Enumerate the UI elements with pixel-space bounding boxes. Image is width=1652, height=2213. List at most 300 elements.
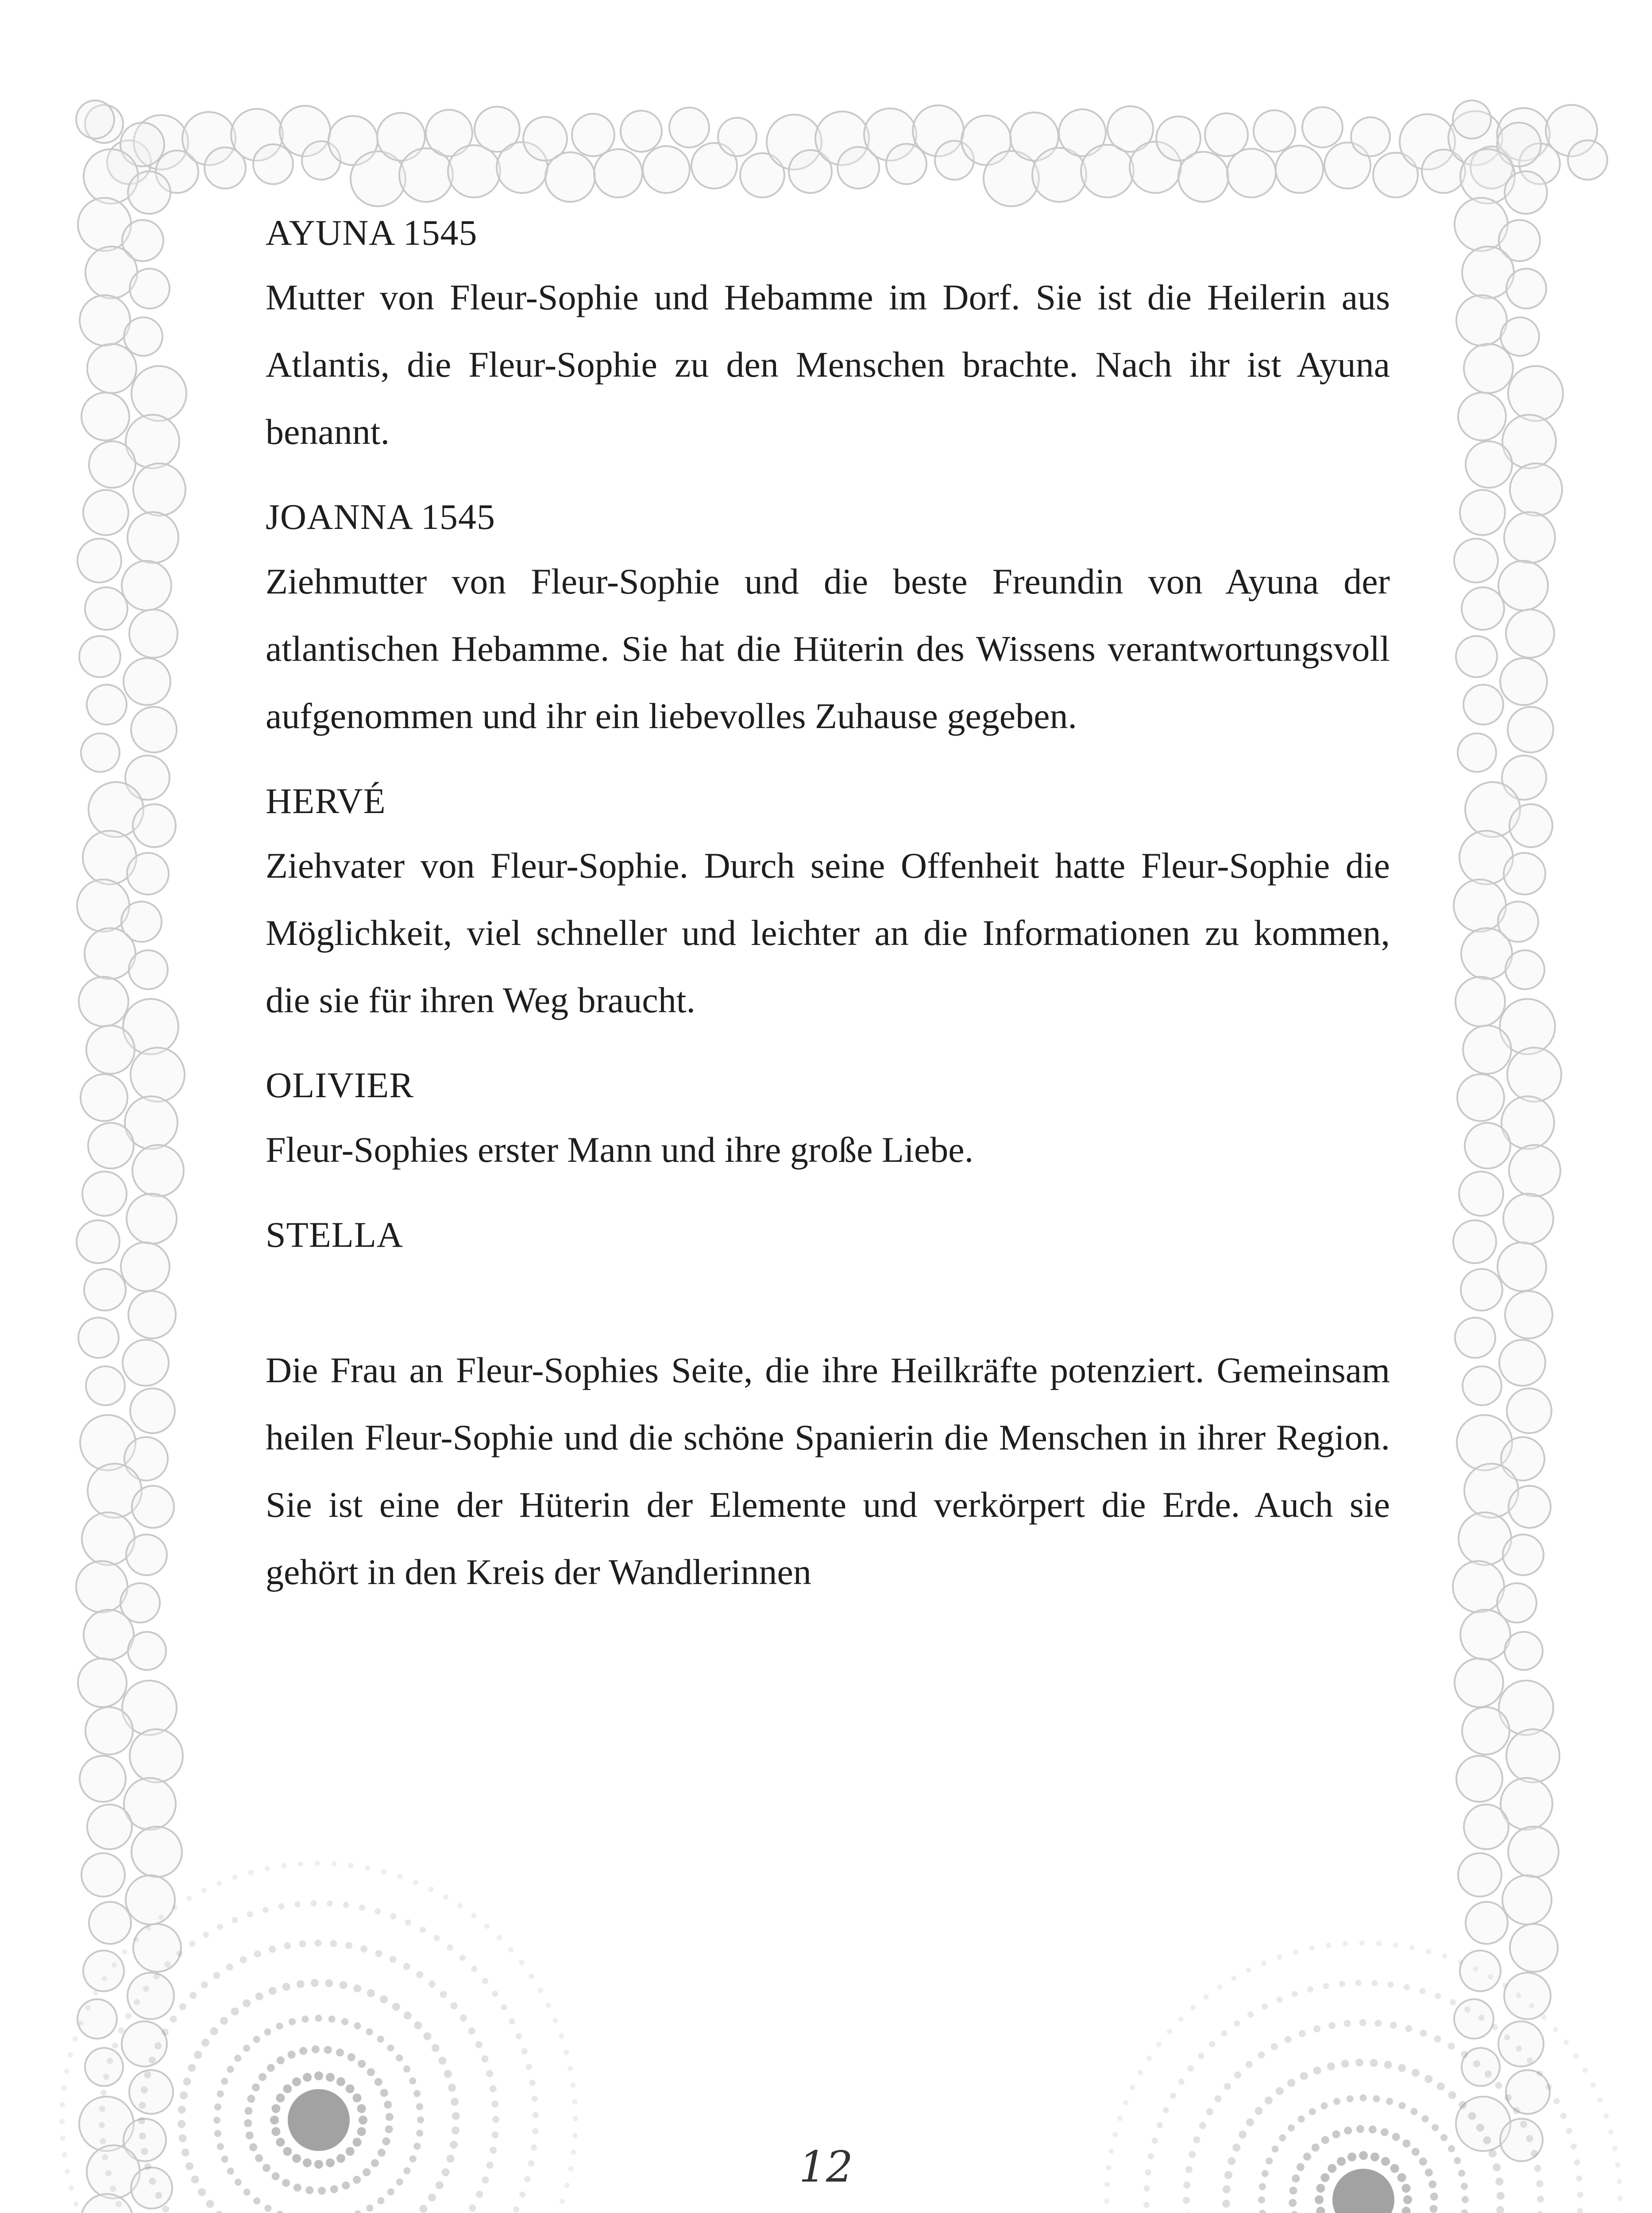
border-circle	[82, 830, 137, 885]
mandala-dot	[345, 1942, 352, 1949]
border-circle	[1502, 1193, 1554, 1245]
border-circle	[1031, 147, 1087, 203]
border-circle	[125, 414, 180, 469]
mandala-dot	[1271, 2043, 1278, 2050]
mandala-dot	[281, 1863, 286, 1868]
mandala-dot	[125, 2013, 131, 2019]
mandala-dot	[1299, 2030, 1306, 2037]
border-circle	[82, 489, 129, 536]
border-circle	[84, 586, 128, 631]
mandala-dot	[1560, 2113, 1567, 2119]
border-circle	[181, 111, 236, 166]
mandala-dot	[1277, 1997, 1283, 2003]
mandala-dot	[476, 2191, 483, 2198]
mandala-dot	[509, 2018, 515, 2024]
mandala-dot	[1536, 2211, 1544, 2213]
mandala-dot	[165, 1962, 171, 1968]
mandala-dot	[99, 2122, 105, 2128]
border-circle	[1452, 1560, 1505, 1613]
mandala-dot	[367, 2068, 375, 2076]
mandala-dot	[1485, 2070, 1492, 2078]
mandala-dot	[336, 2048, 344, 2056]
mandala-dot	[1374, 2020, 1382, 2027]
mandala-dot	[1496, 2206, 1504, 2213]
border-circle	[1453, 1998, 1494, 2040]
mandala-dot	[1341, 2060, 1349, 2068]
mandala-dot	[112, 1962, 117, 1967]
border-circle	[124, 755, 170, 801]
mandala-dot	[203, 1932, 209, 1938]
mandala-dot	[1300, 2072, 1308, 2080]
mandala-dot	[519, 2191, 525, 2198]
mandala-dot	[1323, 1983, 1329, 1989]
mandala-dot	[220, 2017, 228, 2025]
mandala-dot	[1393, 1943, 1398, 1948]
mandala-dot	[1258, 2051, 1265, 2059]
mandala-dot	[1279, 2134, 1286, 2141]
mandala-dot	[366, 2028, 373, 2036]
mandala-dot	[178, 2106, 186, 2114]
decorative-border-top	[84, 100, 1598, 201]
mandala-dot	[1536, 2070, 1543, 2077]
mandala-dot	[177, 1951, 183, 1957]
border-circle	[123, 1777, 177, 1831]
mandala-dot	[1424, 2075, 1432, 2083]
border-circle	[1501, 755, 1547, 801]
mandala-dot	[232, 1875, 238, 1880]
border-circle	[1275, 145, 1324, 194]
mandala-dot	[246, 2132, 254, 2140]
border-circle	[128, 609, 178, 659]
mandala-dot	[1104, 2198, 1109, 2204]
border-circle	[79, 1414, 136, 1471]
mandala-dot	[138, 2117, 145, 2124]
mandala-dot	[346, 2084, 355, 2093]
border-circle	[1253, 109, 1296, 153]
mandala-dot	[564, 2050, 569, 2055]
border-circle	[1461, 2047, 1501, 2087]
border-circle	[128, 2069, 174, 2115]
mandala-dot	[490, 2085, 497, 2092]
mandala-dot	[1553, 2098, 1559, 2104]
mandala-dot	[1435, 1993, 1441, 1999]
border-circle	[204, 147, 247, 189]
mandala-dot	[471, 1966, 477, 1972]
border-circle	[1503, 1972, 1552, 2020]
mandala-dot	[180, 2091, 188, 2099]
border-circle	[328, 115, 378, 166]
mandala-dot	[1516, 1993, 1521, 1998]
mandala-dot	[1437, 2082, 1445, 2090]
mandala-dot	[107, 2058, 113, 2064]
mandala-dot	[538, 1988, 543, 1993]
mandala-dot	[1167, 2029, 1172, 2034]
entry-description: Mutter von Fleur-Sophie und Hebamme im Dorf. Sie ist die Heilerin aus Atlantis, die Fleur-Sophie zu den Menschen brachte. Nach ihr ist Ayuna benannt.	[266, 277, 1390, 452]
mandala-dot	[1288, 2124, 1295, 2132]
mandala-dot	[1146, 2055, 1152, 2061]
border-circle	[76, 879, 130, 933]
mandala-dot	[1198, 2053, 1204, 2059]
mandala-dot	[60, 2136, 66, 2141]
mandala-dot	[201, 1982, 208, 1989]
border-circle	[1509, 463, 1563, 517]
border-circle	[120, 1241, 170, 1292]
border-circle	[1460, 1268, 1503, 1311]
border-circle	[496, 141, 548, 194]
border-circle	[1452, 100, 1492, 139]
mandala-dot	[508, 1947, 513, 1952]
border-circle	[1080, 144, 1135, 198]
mandala-dot	[324, 2046, 332, 2054]
mandala-dot	[179, 2003, 186, 2010]
mandala-dot	[1285, 2036, 1292, 2043]
mandala-dot	[381, 1869, 386, 1874]
mandala-dot	[1170, 2093, 1176, 2099]
mandala-dot	[85, 2005, 90, 2010]
mandala-dot	[62, 2085, 67, 2090]
mandala-dot	[451, 2098, 459, 2106]
mandala-dot	[270, 2116, 279, 2124]
border-circle	[1459, 148, 1516, 204]
mandala-dot	[1234, 2020, 1240, 2027]
mandala-dot	[210, 2027, 218, 2035]
mandala-dot	[1430, 2193, 1438, 2201]
border-circle	[1498, 2020, 1544, 2067]
mandala-dot	[1488, 1974, 1493, 1979]
border-circle	[1499, 657, 1548, 706]
border-circle	[121, 219, 164, 262]
mandala-dot	[217, 2090, 224, 2097]
border-circle	[766, 114, 822, 170]
mandala-dot	[170, 2016, 177, 2023]
mandala-dot	[146, 1925, 151, 1931]
border-circle	[1453, 879, 1507, 933]
border-circle	[1463, 684, 1504, 725]
border-circle	[88, 440, 136, 489]
border-circle	[127, 170, 171, 215]
mandala-dot	[276, 2093, 285, 2102]
mandala-dot	[571, 2082, 576, 2088]
mandala-dot	[1473, 2060, 1480, 2067]
border-circle	[1498, 219, 1541, 262]
mandala-dot	[1217, 1985, 1222, 1990]
mandala-dot	[112, 2043, 118, 2049]
mandala-dot	[144, 2071, 151, 2078]
mandala-dot	[217, 1924, 223, 1930]
mandala-dot	[434, 1935, 440, 1941]
mandala-dot	[1461, 2209, 1468, 2213]
mandala-dot	[213, 2117, 220, 2124]
mandala-dot	[1163, 2107, 1169, 2113]
mandala-dot	[1222, 2200, 1230, 2208]
mandala-dot	[390, 1913, 396, 1920]
mandala-dot	[1386, 2098, 1393, 2105]
mandala-dot	[358, 2060, 366, 2068]
mandala-dot	[244, 2107, 252, 2115]
mandala-dot	[354, 2210, 361, 2213]
entry-ayuna	[266, 208, 1390, 466]
mandala-dot	[1356, 2125, 1364, 2133]
mandala-dot	[1199, 2122, 1206, 2129]
entry-description: Die Frau an Fleur-Sophies Seite, die ihre Heilkräfte potenziert. Gemeinsam heilen Fleur-Sophie und die schöne Spanierin die Menschen in ihrer Region. Sie ist eine der Hüterin der Elemente und verkörpert die Erde. Auch sie gehört in den Kreis der Wandlerinnen	[266, 1350, 1390, 1592]
border-circle	[1508, 1144, 1561, 1197]
mandala-dot	[299, 2047, 307, 2055]
border-circle	[1058, 108, 1107, 157]
mandala-dot	[440, 1991, 447, 1998]
mandala-dot	[492, 2116, 499, 2123]
border-circle	[788, 149, 833, 194]
mandala-dot	[460, 2014, 467, 2021]
border-circle	[127, 1290, 177, 1339]
border-circle	[1509, 1923, 1559, 1973]
mandala-dot	[392, 2003, 400, 2011]
mandala-dot	[529, 1974, 534, 1979]
entry-heading: JOANNA 1545	[266, 497, 495, 537]
border-circle	[912, 104, 965, 157]
border-circle	[1505, 609, 1555, 659]
border-circle	[120, 1582, 161, 1623]
mandala-dot	[366, 2205, 373, 2212]
mandala-dot	[380, 2089, 388, 2097]
mandala-dot	[227, 2066, 234, 2073]
mandala-dot	[1157, 2122, 1163, 2128]
mandala-dot	[1516, 2046, 1522, 2052]
mandala-dot	[59, 2119, 65, 2124]
border-circle	[961, 115, 1012, 166]
mandala-dot	[403, 1963, 410, 1970]
border-circle	[1455, 294, 1508, 347]
border-circle	[120, 122, 165, 167]
mandala-dot	[1384, 2061, 1392, 2069]
mandala-dot	[1206, 2108, 1213, 2115]
border-circle	[1504, 170, 1548, 215]
border-circle	[1504, 1631, 1544, 1671]
border-circle	[642, 145, 691, 194]
mandala-dot	[1344, 2020, 1351, 2027]
mandala-dot	[189, 1992, 197, 1999]
mandala-dot	[1313, 2025, 1320, 2032]
border-circle	[127, 1631, 167, 1671]
entry-description: Ziehvater von Fleur-Sophie. Durch seine Offenheit hatte Fleur-Sophie die Möglichkeit, viel schneller und leichter an die Informationen zu kommen, die sie für ihren Weg braucht.	[266, 845, 1390, 1020]
border-circle	[1459, 1950, 1501, 1992]
mandala-dot	[481, 2055, 488, 2063]
mandala-dot	[1326, 1943, 1331, 1948]
border-circle	[85, 1025, 135, 1075]
border-circle	[1496, 122, 1542, 167]
mandala-dot	[428, 1981, 436, 1988]
border-circle	[1177, 151, 1229, 203]
mandala-dot	[1411, 2108, 1418, 2115]
mandala-dot	[1440, 2134, 1447, 2141]
border-circle	[620, 110, 663, 153]
mandala-dot	[1156, 2042, 1162, 2047]
border-circle	[1500, 316, 1540, 357]
mandala-dot	[172, 1905, 178, 1910]
border-circle	[124, 1095, 178, 1150]
border-circle	[131, 1485, 175, 1529]
border-circle	[1155, 116, 1201, 162]
mandala-dot	[178, 2120, 185, 2128]
mandala-dot	[377, 2036, 384, 2043]
border-circle	[80, 1073, 128, 1122]
entry-joanna	[266, 492, 1390, 750]
mandala-dot	[353, 1985, 361, 1993]
mandala-dot	[559, 2034, 564, 2039]
mandala-dot	[532, 2096, 538, 2102]
border-circle	[1455, 1755, 1503, 1803]
mandala-dot	[484, 1924, 490, 1929]
border-circle	[124, 1436, 169, 1481]
mandala-dot	[1403, 2195, 1412, 2204]
mandala-dot	[526, 2064, 532, 2070]
border-circle	[120, 901, 162, 943]
mandala-dot	[384, 2101, 392, 2109]
border-circle	[123, 657, 171, 706]
mandala-dot	[375, 1950, 382, 1957]
mandala-dot	[139, 2132, 146, 2140]
mandala-dot	[1473, 1966, 1478, 1971]
mandala-dot	[420, 1927, 426, 1933]
border-circle	[1324, 142, 1371, 189]
entry-heading: OLIVIER	[266, 1065, 414, 1105]
mandala-dot	[302, 2016, 309, 2023]
mandala-dot	[1376, 1941, 1382, 1946]
mandala-dot	[1112, 2132, 1118, 2137]
mandala-dot	[326, 2073, 335, 2082]
border-circle	[1454, 1658, 1504, 1708]
mandala-dot	[409, 2078, 416, 2085]
mandala-core	[288, 2089, 350, 2151]
mandala-dot	[1442, 1954, 1447, 1959]
mandala-dot	[416, 1971, 423, 1978]
mandala-dot	[312, 2045, 320, 2053]
mandala-dot	[387, 2044, 394, 2051]
border-circle	[739, 152, 785, 198]
mandala-dot	[118, 2028, 124, 2034]
border-circle	[77, 197, 132, 252]
border-circle	[129, 1388, 176, 1434]
mandala-dot	[348, 1863, 354, 1868]
mandala-dot	[1399, 2102, 1406, 2109]
mandala-dot	[213, 1972, 220, 1979]
border-circle	[1498, 1680, 1554, 1736]
mandala-dot	[1117, 2116, 1123, 2121]
border-circle	[130, 706, 178, 753]
mandala-dot	[289, 2018, 296, 2025]
border-circle	[81, 392, 130, 441]
border-circle	[1502, 1534, 1544, 1576]
border-circle	[934, 140, 975, 181]
border-circle	[983, 150, 1040, 207]
mandala-dot	[179, 2134, 187, 2142]
mandala-dot	[1178, 2078, 1185, 2085]
mandala-dot	[1402, 2207, 1411, 2213]
border-circle	[125, 1874, 176, 1925]
border-circle	[1453, 538, 1499, 583]
mandala-dot	[1289, 2199, 1297, 2207]
mandala-dot	[1262, 2004, 1268, 2010]
border-circle	[1509, 803, 1553, 848]
mandala-dot	[247, 1911, 253, 1917]
mandala-dot	[404, 2012, 412, 2020]
mandala-dot	[413, 1880, 418, 1885]
mandala-dot	[492, 2131, 499, 2138]
border-circle	[1500, 1436, 1545, 1481]
mandala-dot	[1464, 2006, 1471, 2013]
border-circle	[814, 111, 870, 166]
border-circle	[1464, 781, 1521, 838]
mandala-dot	[367, 1989, 375, 1997]
border-circle	[131, 1826, 183, 1878]
mandala-dot	[497, 1935, 502, 1940]
mandala-dot	[276, 2023, 283, 2030]
border-circle	[79, 1755, 127, 1803]
mandala-dot	[1468, 2112, 1476, 2120]
mandala-dot	[353, 2093, 362, 2102]
border-circle	[1129, 141, 1182, 194]
mandala-dot	[428, 2194, 436, 2201]
mandala-dot	[377, 2197, 384, 2204]
mandala-dot	[134, 1999, 140, 2005]
mandala-dot	[254, 1951, 261, 1958]
mandala-dot	[340, 1981, 347, 1989]
border-circle	[121, 2020, 168, 2067]
border-circle	[1452, 1219, 1497, 1264]
border-circle	[81, 1171, 127, 1217]
border-circle	[1204, 112, 1249, 157]
entry-heading: AYUNA 1545	[266, 212, 478, 253]
border-circle	[86, 343, 137, 394]
mandala-dot	[1381, 2128, 1389, 2136]
border-circle	[1506, 1047, 1562, 1103]
mandala-dot	[1563, 2040, 1569, 2045]
mandala-dot	[158, 1915, 164, 1920]
mandala-dot	[1448, 2091, 1456, 2099]
border-circle	[75, 100, 115, 139]
mandala-dot	[1502, 1983, 1508, 1988]
border-circle	[1350, 116, 1391, 157]
mandala-dot	[567, 2066, 573, 2071]
mandala-dot	[432, 2044, 440, 2052]
mandala-dot	[1458, 1959, 1463, 1965]
mandala-dot	[73, 2036, 78, 2042]
mandala-dot	[1292, 1991, 1298, 1997]
border-circle	[82, 1950, 125, 1992]
mandala-dot	[572, 2133, 578, 2138]
mandala-dot	[1239, 2131, 1247, 2139]
mandala-dot	[1426, 1949, 1431, 1954]
mandala-dot	[417, 2117, 424, 2124]
border-circle	[376, 112, 426, 162]
mandala-dot	[248, 1870, 254, 1875]
border-circle	[86, 684, 127, 725]
mandala-dot	[298, 1862, 303, 1867]
mandala-dot	[491, 2101, 498, 2108]
border-circle	[1399, 113, 1456, 170]
mandala-dot	[1492, 2024, 1498, 2030]
border-circle	[1465, 440, 1513, 489]
border-circle	[87, 1122, 135, 1169]
mandala-dot	[330, 1940, 337, 1947]
border-circle	[1457, 733, 1497, 773]
mandala-dot	[1529, 2003, 1534, 2009]
mandala-dot	[341, 2018, 348, 2025]
border-circle	[1454, 197, 1509, 252]
mandala-dot	[1277, 1955, 1282, 1960]
mandala-dot	[1495, 2082, 1502, 2089]
mandala-dot	[327, 1901, 333, 1907]
mandala-dot	[1265, 2097, 1273, 2105]
